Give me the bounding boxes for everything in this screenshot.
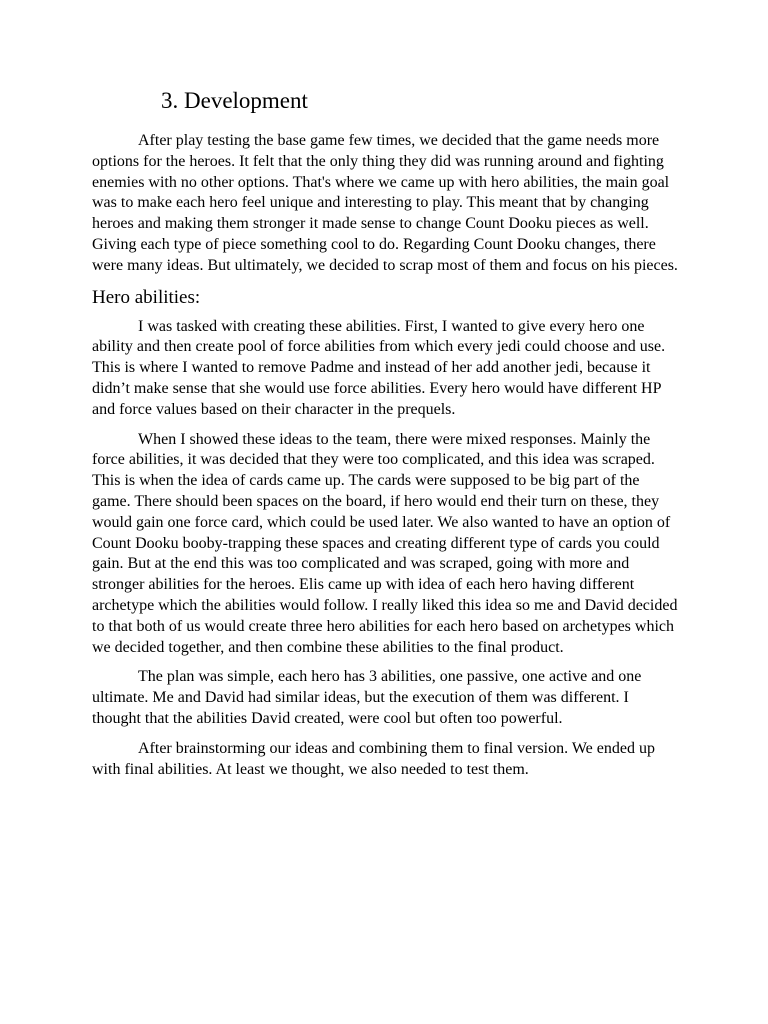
paragraph-team-response: When I showed these ideas to the team, there were mixed responses. Mainly the force abilities, it was decided that they were too complicated, and this idea was scraped. This is when the idea of cards came up. The cards were supposed to be big part of the game. There should been spaces on the board, if hero would end their turn on these, they would gain one force card, which could be used later. We also wanted to have an option of Count Dooku booby-trapping these spaces and creating different type of cards you could gain. But at the end this was too complicated and was scraped, going with more and stronger abilities for the heroes. Elis came up with idea of each hero having different archetype which the abilities would follow. I really liked this idea so me and David decided to that both of us would create three hero abilities for each hero based on archetypes which we decided together, and then combine these abilities to the final product. — [92, 430, 678, 656]
subheading-hero-abilities: Hero abilities: — [92, 286, 201, 308]
section-heading: 3. Development — [161, 88, 308, 113]
document-body — [92, 131, 678, 789]
paragraph-tasked: I was tasked with creating these abilities. First, I wanted to give every hero one ability and then create pool of force abilities from which every jedi could choose and use. This is where I wanted to remove Padme and instead of her add another jedi, because it didn’t make sense that she would use force abilities. Every hero would have different HP and force values based on their character in the prequels. — [92, 317, 666, 418]
paragraph-intro: After play testing the base game few times, we decided that the game needs more options for the heroes. It felt that the only thing they did was running around and fighting enemies with no other options. That's where we came up with hero abilities, the main goal was to make each hero feel unique and interesting to play. This meant that by changing heroes and making them stronger it made sense to change Count Dooku pieces as well. Giving each type of piece something cool to do. Regarding Count Dooku changes, there were many ideas. But ultimately, we decided to scrap most of them and focus on his pieces. — [92, 132, 678, 274]
paragraph-brainstorm: After brainstorming our ideas and combining them to final version. We ended up with final abilities. At least we thought, we also needed to test them. — [92, 739, 655, 778]
paragraph-plan: The plan was simple, each hero has 3 abilities, one passive, one active and one ultimate. Me and David had similar ideas, but the execution of them was different. I thought that the abilities David created, were cool but often too powerful. — [92, 668, 642, 727]
